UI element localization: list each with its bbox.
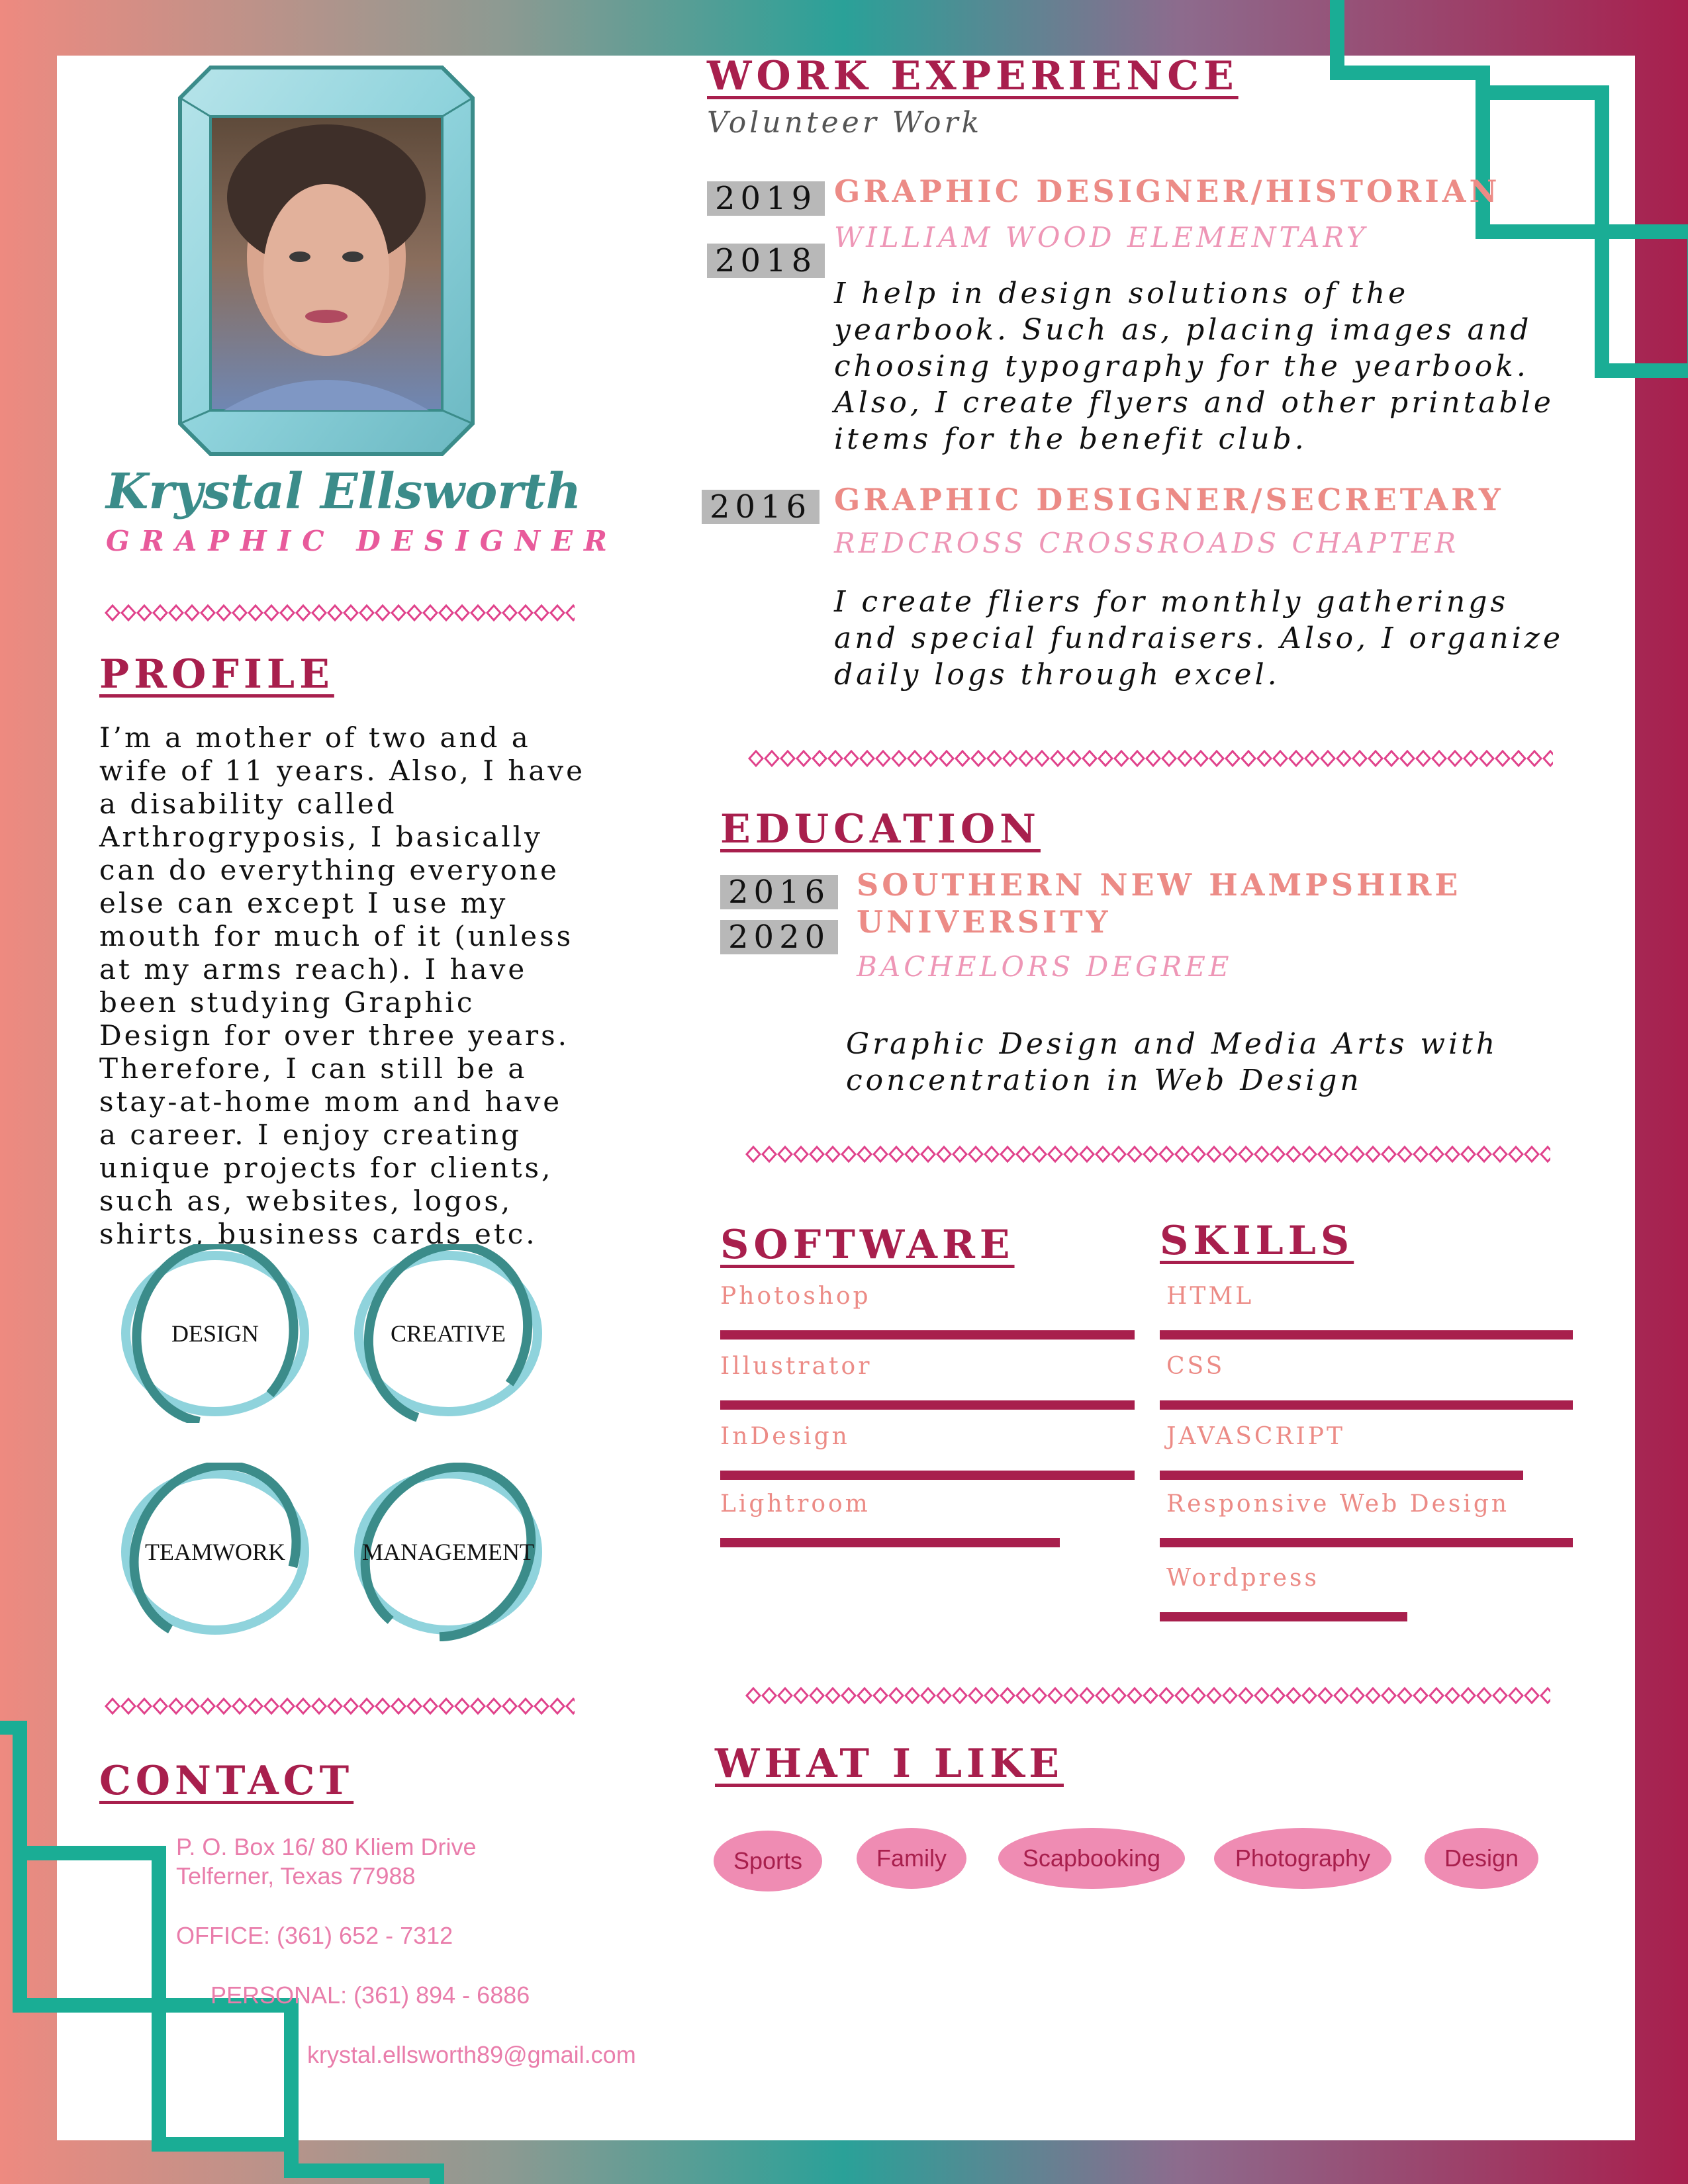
education-degree: BACHELORS DEGREE	[857, 950, 1233, 983]
profile-photo-frame	[177, 65, 475, 459]
contact-email[interactable]: krystal.ellsworth89@gmail.com	[307, 2041, 636, 2068]
skill-ring-creative	[346, 1244, 551, 1423]
job1-year-end: 2018	[707, 244, 825, 278]
contact-office-phone: OFFICE: (361) 652 - 7312	[176, 1922, 453, 1949]
job2-year-start: 2016	[702, 490, 820, 524]
skills-level-bar	[1160, 1612, 1407, 1621]
education-description: Graphic Design and Media Arts with concentration in Web Design	[846, 1027, 1499, 1097]
like-scapbooking: Scapbooking	[998, 1828, 1185, 1889]
software-heading: SOFTWARE	[720, 1222, 1015, 1268]
software-label: Photoshop	[720, 1283, 871, 1310]
candidate-role: GRAPHIC DESIGNER	[106, 525, 618, 557]
software-level-bar	[720, 1538, 1060, 1547]
skills-label: CSS	[1166, 1353, 1225, 1380]
education-year-start: 2016	[720, 875, 838, 909]
like-design: Design	[1425, 1828, 1538, 1889]
job1-description: I help in design solutions of the yearbook. Such as, placing images and choosing typography for the yearbook. Also, I create flyers and other printable items for the benefit club.	[834, 277, 1554, 456]
skill-ring-management	[346, 1463, 551, 1641]
skill-ring-label: DESIGN	[171, 1320, 259, 1347]
software-label: InDesign	[720, 1423, 850, 1450]
job1-org: WILLIAM WOOD ELEMENTARY	[834, 221, 1368, 253]
skill-ring-label: TEAMWORK	[145, 1539, 285, 1565]
contact-personal-phone: PERSONAL: (361) 894 - 6886	[211, 1981, 530, 2009]
divider-zigzag	[105, 1696, 575, 1717]
divider-zigzag	[748, 748, 1553, 769]
job1-title: GRAPHIC DESIGNER/HISTORIAN	[834, 173, 1501, 209]
skill-ring-teamwork	[113, 1463, 318, 1641]
contact-address-line1: P. O. Box 16/ 80 Kliem Drive	[176, 1833, 477, 1860]
skill-ring-label: MANAGEMENT	[362, 1539, 534, 1565]
education-school-line2: UNIVERSITY	[857, 904, 1111, 940]
skill-ring-label: CREATIVE	[391, 1320, 506, 1347]
divider-zigzag	[745, 1144, 1550, 1165]
divider-zigzag	[745, 1685, 1550, 1706]
education-heading: EDUCATION	[720, 806, 1041, 852]
software-level-bar	[720, 1471, 1135, 1480]
skills-level-bar	[1160, 1400, 1573, 1410]
education-school-line1: SOUTHERN NEW HAMPSHIRE	[857, 867, 1462, 903]
work-heading: WORK EXPERIENCE	[707, 53, 1239, 99]
job2-org: REDCROSS CROSSROADS CHAPTER	[834, 527, 1460, 559]
profile-heading: PROFILE	[99, 651, 334, 698]
skills-label: Wordpress	[1166, 1565, 1319, 1592]
like-photography: Photography	[1214, 1828, 1391, 1889]
contact-heading: CONTACT	[99, 1758, 354, 1804]
skills-heading: SKILLS	[1160, 1218, 1354, 1264]
skills-label: JAVASCRIPT	[1166, 1423, 1345, 1450]
software-label: Lightroom	[720, 1490, 870, 1518]
like-sports: Sports	[714, 1831, 822, 1891]
candidate-name: Krystal Ellsworth	[106, 463, 582, 520]
skills-label: HTML	[1166, 1283, 1254, 1310]
skills-label: Responsive Web Design	[1166, 1490, 1510, 1518]
job2-title: GRAPHIC DESIGNER/SECRETARY	[834, 482, 1504, 518]
skills-level-bar	[1160, 1471, 1523, 1480]
contact-address-line2: Telferner, Texas 77988	[176, 1862, 416, 1889]
skills-level-bar	[1160, 1330, 1573, 1340]
skills-level-bar	[1160, 1538, 1573, 1547]
like-family: Family	[857, 1828, 966, 1889]
education-year-end: 2020	[720, 920, 838, 954]
work-subheading: Volunteer Work	[707, 106, 983, 140]
software-level-bar	[720, 1330, 1135, 1340]
likes-heading: WHAT I LIKE	[715, 1741, 1064, 1787]
divider-zigzag	[105, 602, 575, 623]
profile-text: I’m a mother of two and a wife of 11 years. Also, I have a disability called Arthrogryposis, I basically can do everything everyone else can except I use my mouth for much of it (unless at my arms reach). I have been studying Graphic Design for over three years. Therefore, I can still be a stay-at-home mom and have a career. I enjoy creating unique projects for clients, such as, websites, logos, shirts, business cards etc.	[99, 721, 585, 1250]
job2-description: I create fliers for monthly gatherings and special fundraisers. Also, I organize daily logs through excel.	[834, 585, 1564, 692]
job1-year-start: 2019	[707, 181, 825, 216]
skill-ring-design	[113, 1244, 318, 1423]
software-label: Illustrator	[720, 1353, 872, 1380]
software-level-bar	[720, 1400, 1135, 1410]
